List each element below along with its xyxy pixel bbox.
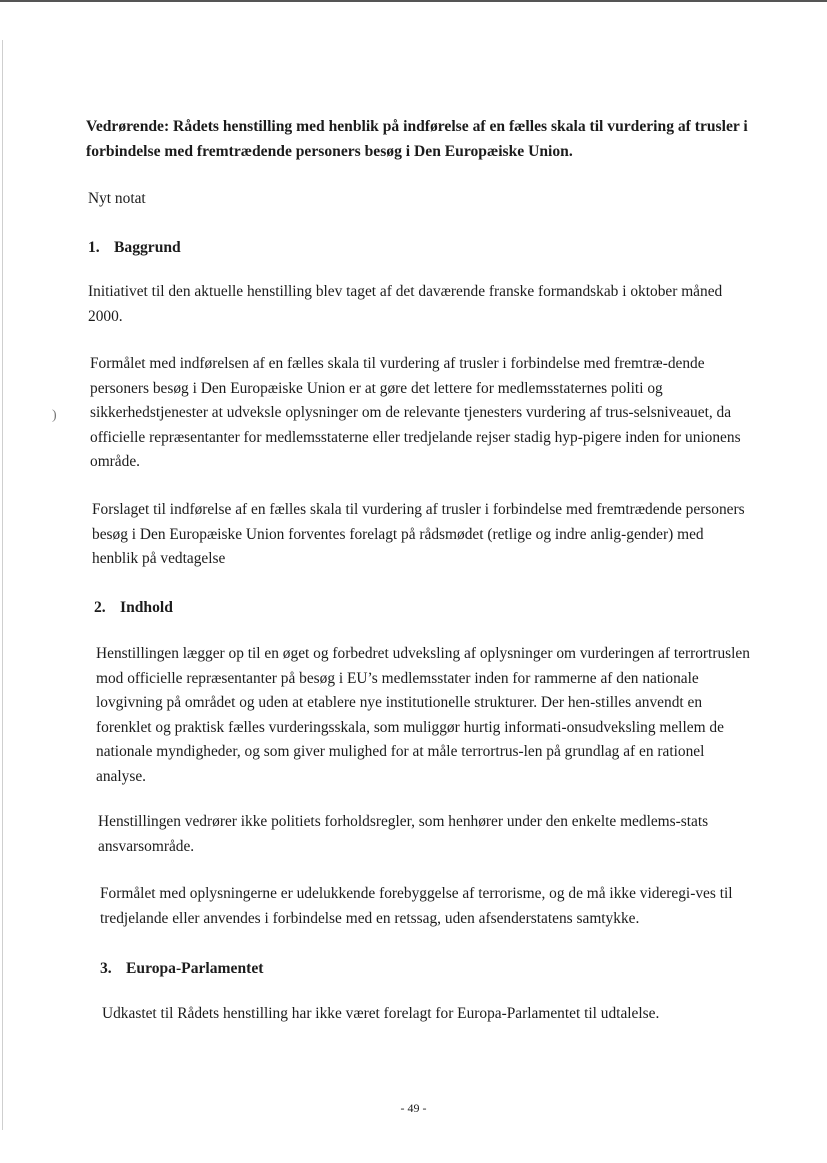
section-heading-3 (100, 957, 263, 981)
section-number: 2. (94, 599, 106, 616)
section-heading-1 (88, 236, 181, 260)
section-number: 3. (100, 960, 112, 977)
paragraph: Forslaget til indførelse af en fælles skala til vurdering af trusler i forbindelse med fremtrædende personers besøg i Den Europæiske Union forventes forelagt på rådsmødet (retlige og indre anlig-gender) med henblik på vedtagelse (92, 501, 745, 567)
section-title: Europa-Parlamentet (126, 960, 264, 977)
paragraph: Henstillingen lægger op til en øget og forbedret udveksling af oplysninger om vurderingen af terrortruslen mod officielle repræsentanter på besøg i EU’s medlemsstater inden for rammerne af den nationale lovgivning på området og uden at etablere nye institutionelle strukturer. Der hen-stilles anvendt en forenklet og praktisk fælles vurderingsskala, som muliggør hurtig informati-onsudveksling mellem de nationale myndigheder, og som giver mulighed for at måle terrortrus-len på grundlag af en rationel analyse. (96, 645, 750, 785)
page-number: - 49 - (400, 1101, 427, 1115)
section-number: 1. (88, 239, 100, 256)
section-heading-2 (94, 596, 173, 620)
paragraph: Formålet med oplysningerne er udelukkende forebyggelse af terrorisme, og de må ikke videregi-ves til tredjelande eller anvendes i forbindelse med en retssag, uden afsenderstatens samtykke. (100, 885, 733, 927)
section-title: Indhold (120, 599, 173, 616)
scan-mark: ) (52, 408, 57, 423)
note-label: Nyt notat (88, 190, 146, 207)
paragraph: Initiativet til den aktuelle henstilling blev taget af det daværende franske formandskab i oktober måned 2000. (88, 283, 723, 325)
section-title: Baggrund (114, 239, 181, 256)
paragraph: Formålet med indførelsen af en fælles skala til vurdering af trusler i forbindelse med fremtræ-dende personers besøg i Den Europæiske Union er at gøre det lettere for medlemsstaternes politi og sikkerhedstjenester at udveksle oplysninger om de relevante tjenesters vurdering af trus-selsniveauet, da officielle repræsentanter for medlemsstaterne eller tredjelande rejser stadig hyp-pigere inden for unionens område. (90, 355, 741, 470)
paragraph: Henstillingen vedrører ikke politiets forholdsregler, som henhører under den enkelte medlems-stats ansvarsområde. (98, 813, 709, 855)
document-subject: Vedrørende: Rådets henstilling med henblik på indførelse af en fælles skala til vurdering af trusler i forbindelse med fremtrædende personers besøg i Den Europæiske Union. (86, 118, 748, 160)
paragraph: Udkastet til Rådets henstilling har ikke været forelagt for Europa-Parlamentet til udtalelse. (102, 1005, 660, 1022)
